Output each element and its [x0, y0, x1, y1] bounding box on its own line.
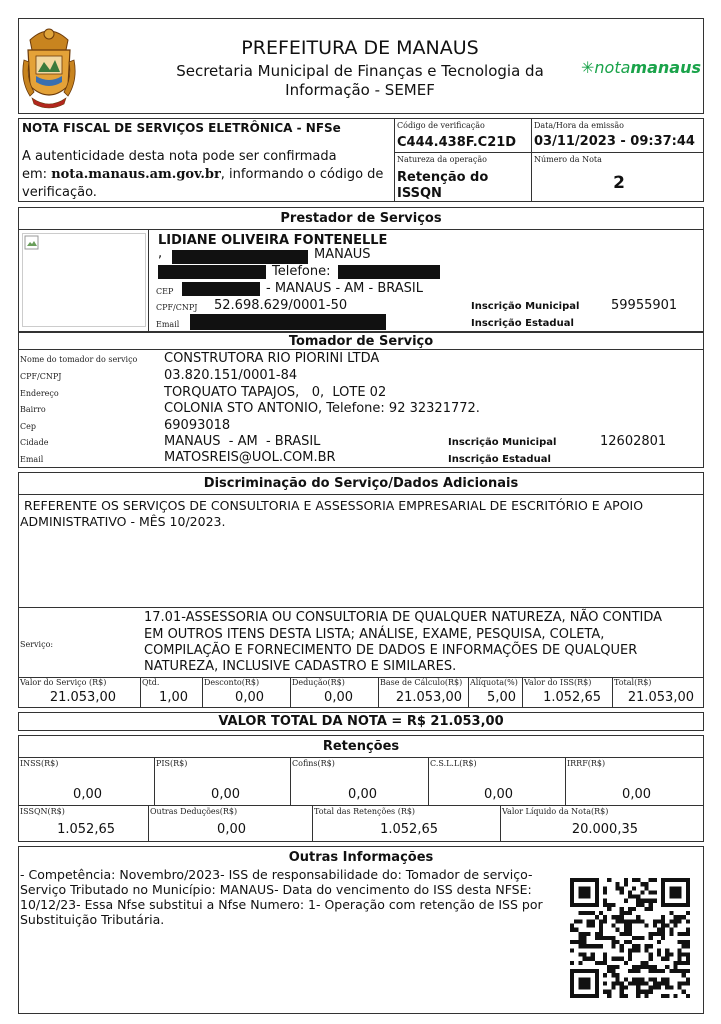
tomador-bairro-value: COLONIA STO ANTONIO, Telefone: 92 32321772. — [164, 401, 480, 416]
inss-value: 0,00 — [73, 787, 102, 802]
tomador-endereco-value: TORQUATO TAPAJOS, 0, LOTE 02 — [164, 385, 387, 400]
servico-line-3: COMPILAÇÃO E FORNECIMENTO DE DADOS E INFORMAÇÕES DE QUALQUER — [144, 643, 638, 658]
desconto-label: Desconto(R$) — [204, 678, 260, 687]
servico-line-4: NATUREZA, INCLUSIVE CADASTRO E SIMILARES. — [144, 659, 457, 674]
tomador-nome-value: CONSTRUTORA RIO PIORINI LTDA — [164, 351, 380, 366]
asterisk-icon: ✳ — [581, 58, 595, 77]
redacted-cep — [182, 282, 260, 296]
qr-code[interactable] — [570, 878, 690, 998]
csll-label: C.S.L.L(R$) — [430, 759, 477, 768]
broken-image-icon — [24, 235, 40, 251]
prestador-cpf-value: 52.698.629/0001-50 — [214, 298, 348, 313]
inss-label: INSS(R$) — [20, 759, 59, 768]
aliquota-value: 5,00 — [487, 690, 516, 705]
valor-total-nota: VALOR TOTAL DA NOTA = R$ 21.053,00 — [218, 714, 504, 729]
tomador-endereco-label: Endereço — [20, 389, 59, 398]
outras-line-1: - Competência: Novembro/2023- ISS de responsabilidade do: Tomador de serviço- — [20, 867, 533, 882]
tomador-email-value: MATOSREIS@UOL.COM.BR — [164, 450, 336, 465]
redacted-address-2 — [158, 265, 266, 279]
desconto-value: 0,00 — [235, 690, 264, 705]
coat-of-arms-logo — [22, 20, 76, 110]
total-label: Total(R$) — [614, 678, 652, 687]
natureza-label: Natureza da operação — [397, 155, 487, 164]
redacted-telefone — [338, 265, 440, 279]
tomador-cidade-value: MANAUS - AM - BRASIL — [164, 434, 321, 449]
valor-iss-value: 1.052,65 — [543, 690, 601, 705]
auth-url: nota.manaus.am.gov.br — [51, 167, 221, 182]
aliquota-label: Alíquota(%) — [470, 678, 518, 687]
deducao-value: 0,00 — [324, 690, 353, 705]
cod-verificacao-label: Código de verificação — [397, 121, 485, 130]
data-emissao-label: Data/Hora da emissão — [534, 121, 624, 130]
auth-line-2: em: nota.manaus.am.gov.br, informando o código de — [22, 167, 384, 182]
qtd-value: 1,00 — [159, 690, 188, 705]
header-title: PREFEITURA DE MANAUS — [241, 37, 479, 59]
tomador-cep-value: 69093018 — [164, 418, 231, 433]
deducao-label: Dedução(R$) — [292, 678, 345, 687]
notamanaus-logo — [581, 58, 701, 77]
pis-label: PIS(R$) — [156, 759, 188, 768]
valor-iss-label: Valor do ISS(R$) — [524, 678, 592, 687]
prestador-comma: , — [158, 246, 163, 261]
prestador-cpf-label: CPF/CNPJ — [156, 303, 198, 312]
tomador-cidade-label: Cidade — [20, 438, 49, 447]
outras-line-3: 10/12/23- Essa Nfse substitui a Nfse Numero: 1- Operação com retenção de ISS por — [20, 897, 543, 912]
prestador-insc-mun-label: Inscrição Municipal — [471, 301, 580, 312]
valor-servico-label: Valor do Serviço (R$) — [20, 678, 107, 687]
auth-line-1: A autenticidade desta nota pode ser confirmada — [22, 149, 337, 164]
outras-title: Outras Informações — [288, 850, 434, 865]
brand-manaus: manaus — [630, 58, 701, 77]
outras-deducoes-value: 0,00 — [217, 822, 246, 837]
issqn-value: 1.052,65 — [57, 822, 115, 837]
header-subtitle-2: Informação - SEMEF — [285, 81, 435, 99]
discriminacao-line-2: ADMINISTRATIVO - MÊS 10/2023. — [20, 514, 226, 529]
natureza-value-1: Retenção do — [397, 170, 489, 185]
tomador-title: Tomador de Serviço — [288, 334, 434, 349]
header-subtitle-1: Secretaria Municipal de Finanças e Tecnologia da — [176, 62, 544, 80]
total-retencoes-value: 1.052,65 — [380, 822, 438, 837]
tomador-email-label: Email — [20, 455, 44, 464]
prestador-city: MANAUS — [314, 247, 371, 262]
tomador-insc-est-label: Inscrição Estadual — [448, 454, 551, 465]
tomador-bairro-label: Bairro — [20, 405, 46, 414]
numero-nota-value: 2 — [613, 173, 625, 193]
discriminacao-line-1: REFERENTE OS SERVIÇOS DE CONSULTORIA E ASSESSORIA EMPRESARIAL DE ESCRITÓRIO E APOIO — [20, 498, 644, 513]
irrf-label: IRRF(R$) — [567, 759, 606, 768]
cofins-label: Cofins(R$) — [292, 759, 335, 768]
nfse-title: NOTA FISCAL DE SERVIÇOS ELETRÔNICA - NFSe — [22, 121, 341, 135]
valor-servico-value: 21.053,00 — [49, 690, 116, 705]
cod-verificacao-value: C444.438F.C21D — [397, 135, 517, 150]
tomador-cep-label: Cep — [20, 422, 36, 431]
auth-line-3: verificação. — [22, 185, 97, 200]
tomador-insc-mun-label: Inscrição Municipal — [448, 437, 557, 448]
base-calculo-value: 21.053,00 — [395, 690, 462, 705]
valor-liquido-value: 20.000,35 — [571, 822, 638, 837]
prestador-insc-mun-value: 59955901 — [611, 298, 678, 313]
prestador-cep-rest: - MANAUS - AM - BRASIL — [266, 281, 423, 296]
cofins-value: 0,00 — [348, 787, 377, 802]
brand-nota: nota — [594, 58, 631, 77]
prestador-telefone-label: Telefone: — [272, 264, 331, 279]
qtd-label: Qtd. — [142, 678, 160, 687]
irrf-value: 0,00 — [622, 787, 651, 802]
servico-label: Serviço: — [20, 640, 54, 649]
servico-line-2: EM OUTROS ITENS DESTA LISTA; ANÁLISE, EXAME, PESQUISA, COLETA, — [144, 627, 605, 642]
issqn-label: ISSQN(R$) — [20, 807, 65, 816]
pis-value: 0,00 — [211, 787, 240, 802]
valor-liquido-label: Valor Líquido da Nota(R$) — [502, 807, 609, 816]
prestador-name: LIDIANE OLIVEIRA FONTENELLE — [158, 233, 388, 248]
data-emissao-value: 03/11/2023 - 09:37:44 — [534, 134, 695, 149]
tomador-insc-mun-value: 12602801 — [600, 434, 667, 449]
prestador-email-label: Email — [156, 320, 180, 329]
prestador-title: Prestador de Serviços — [280, 211, 442, 226]
outras-line-4: Substituição Tributária. — [20, 912, 165, 927]
prestador-cep-label: CEP — [156, 287, 174, 296]
prestador-logo-image — [22, 233, 146, 327]
outras-line-2: Serviço Tributado no Município: MANAUS- Data do vencimento do ISS desta NFSE: — [20, 882, 532, 897]
base-calculo-label: Base de Cálculo(R$) — [380, 678, 463, 687]
tomador-cpf-label: CPF/CNPJ — [20, 372, 62, 381]
csll-value: 0,00 — [484, 787, 513, 802]
prestador-insc-est-label: Inscrição Estadual — [471, 318, 574, 329]
discriminacao-title: Discriminação do Serviço/Dados Adicionais — [203, 476, 519, 491]
redacted-email — [190, 314, 386, 330]
total-retencoes-label: Total das Retenções (R$) — [314, 807, 416, 816]
numero-nota-label: Número da Nota — [534, 155, 602, 164]
natureza-value-2: ISSQN — [397, 186, 442, 201]
tomador-nome-label: Nome do tomador do serviço — [20, 355, 138, 364]
tomador-cpf-value: 03.820.151/0001-84 — [164, 368, 298, 383]
servico-line-1: 17.01-ASSESSORIA OU CONSULTORIA DE QUALQUER NATUREZA, NÃO CONTIDA — [144, 610, 663, 625]
total-value: 21.053,00 — [627, 690, 694, 705]
redacted-address — [172, 250, 308, 264]
retencoes-title: Retenções — [322, 739, 400, 754]
outras-deducoes-label: Outras Deduções(R$) — [150, 807, 238, 816]
